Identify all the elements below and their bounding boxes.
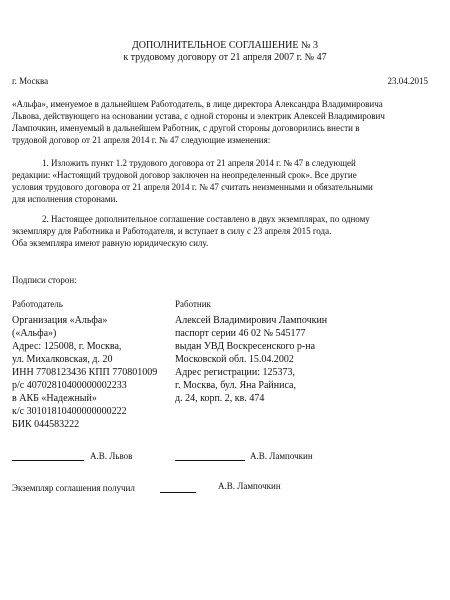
clause-2-line: Оба экземпляра имеют равную юридическую силу. (12, 238, 209, 248)
intro-line: «Альфа», именуемое в дальнейшем Работодатель, в лице директора Александра Владимировича (12, 99, 383, 109)
signatures-heading: Подписи сторон: (12, 275, 77, 285)
employer-line: в АКБ «Надежный» (12, 393, 97, 404)
employer-signature-line (12, 460, 84, 461)
employee-heading: Работник (175, 299, 211, 309)
clause-2-line: 2. Настоящее дополнительное соглашение составлено в двух экземплярах, по одному (42, 214, 370, 224)
intro-line: Лампочкин, именуемый в дальнейшем Работник, с другой стороны договорились внести в (12, 123, 360, 133)
employer-line: БИК 044583222 (12, 419, 80, 430)
employer-line: ИНН 7708123436 КПП 770801009 (12, 367, 158, 378)
clause-2-line: экземпляру для Работника и Работодателя, и вступает в силу с 23 апреля 2015 года. (12, 226, 332, 236)
clause-1-line: условия трудового договора от 21 апреля 2014 г. № 47 считать неизменными и обязательными (12, 182, 373, 192)
employee-signature-line (175, 460, 245, 461)
employer-signature-name: А.В. Львов (90, 451, 133, 461)
date: 23.04.2015 (387, 76, 428, 86)
employer-line: к/с 30101810400000000222 (12, 406, 127, 417)
employee-line: Адрес регистрации: 125373, (175, 367, 296, 378)
document-subtitle: к трудовому договору от 21 апреля 2007 г. № 47 (123, 52, 327, 63)
employer-heading: Работодатель (12, 299, 63, 309)
place: г. Москва (12, 76, 49, 86)
intro-line: Львова, действующего на основании устава, с одной стороны и электрик Алексей Владимирович (12, 111, 385, 121)
receipt-label: Экземпляр соглашения получил (12, 483, 135, 493)
clause-1-line: редакции: «Настоящий трудовой договор заключен на неопределенный срок». Все другие (12, 170, 357, 180)
employee-line: Алексей Владимирович Лампочкин (175, 315, 328, 326)
receipt-signature-line (160, 492, 196, 493)
employer-line: р/с 40702810400000002233 (12, 380, 127, 391)
employee-line: выдан УВД Воскресенского р-на (175, 341, 316, 352)
employer-line: ул. Михалковская, д. 20 (12, 354, 113, 365)
employee-line: д. 24, корп. 2, кв. 474 (175, 393, 265, 404)
intro-line: трудовой договор от 21 апреля 2014 г. № 47 следующие изменения: (12, 135, 271, 145)
employee-line: г. Москва, бул. Яна Райниса, (175, 380, 296, 391)
receipt-name: А.В. Лампочкин (218, 481, 281, 491)
clause-1-line: 1. Изложить пункт 1.2 трудового договора от 21 апреля 2014 г. № 47 в следующей (42, 158, 356, 168)
employee-line: паспорт серии 46 02 № 545177 (175, 328, 306, 339)
employer-line: Организация «Альфа» (12, 315, 108, 326)
employer-line: («Альфа») (12, 328, 57, 339)
clause-1-line: для исполнения сторонами. (12, 194, 118, 204)
employee-line: Московской обл. 15.04.2002 (175, 354, 294, 365)
employee-signature-name: А.В. Лампочкин (250, 451, 313, 461)
document-title: ДОПОЛНИТЕЛЬНОЕ СОГЛАШЕНИЕ № 3 (131, 40, 319, 51)
employer-line: Адрес: 125008, г. Москва, (12, 341, 122, 352)
